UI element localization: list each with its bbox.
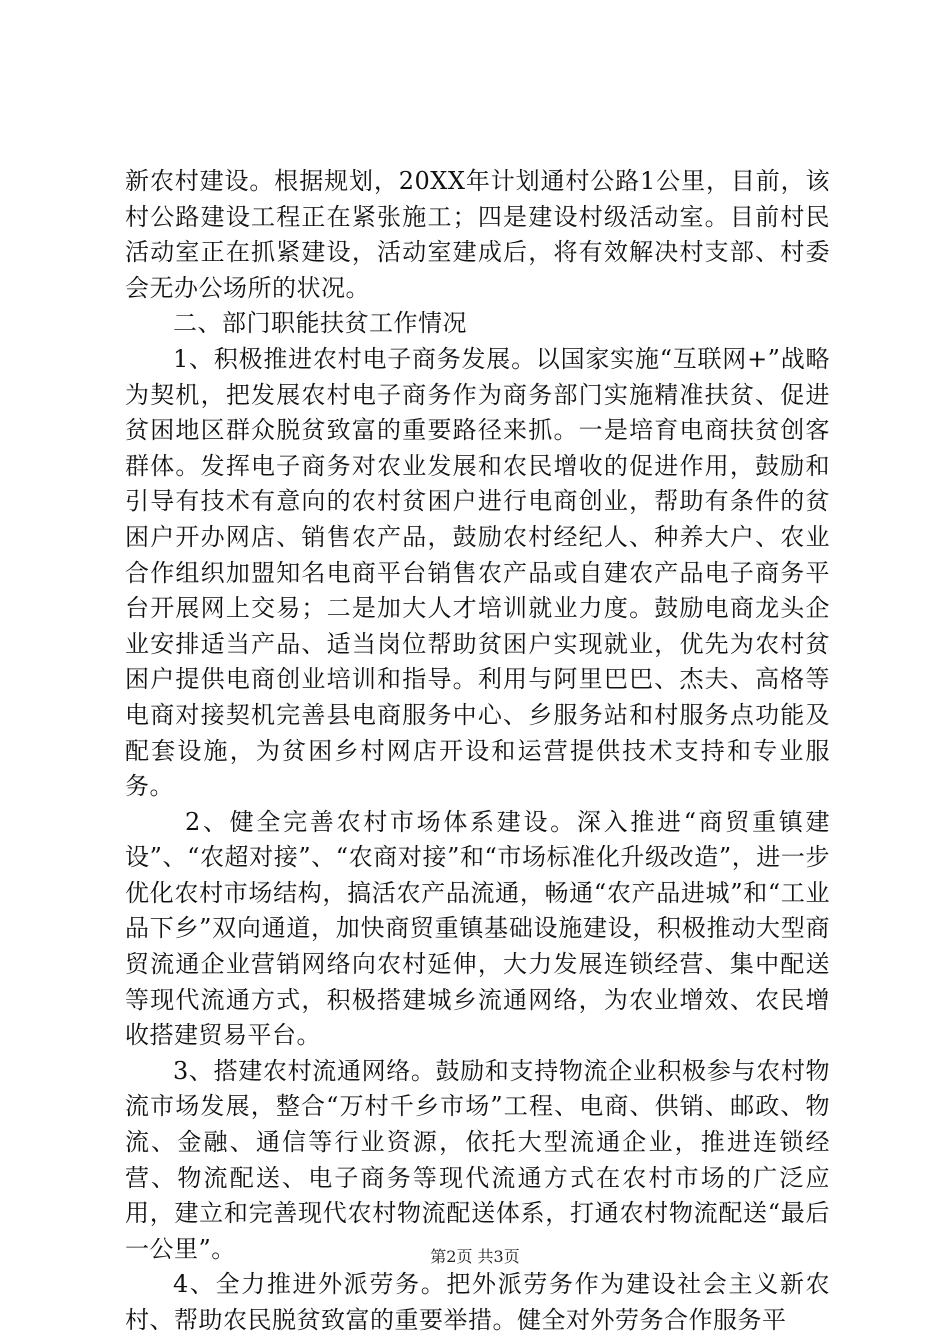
- page-number-footer: 第2页 共3页: [430, 1247, 520, 1266]
- paragraph-market-system: 2、健全完善农村市场体系建设。深入推进“商贸重镇建设”、“农超对接”、“农商对接”和“市场标准化升级改造”，进一步优化农村市场结构，搞活农产品流通，畅通“农产品进城”和“工业品下乡”双向通道，加快商贸重镇基础设施建设，积极推动大型商贸流通企业营销网络向农村延伸，大力发展连锁经营、集中配送等现代流通方式，积极搭建城乡流通网络，为农业增效、农民增收搭建贸易平台。: [125, 807, 830, 1050]
- document-body: [125, 164, 830, 1339]
- paragraph-continuation: 新农村建设。根据规划，20XX年计划通村公路1公里，目前，该村公路建设工程正在紧张施工；四是建设村级活动室。目前村民活动室正在抓紧建设，活动室建成后，将有效解决村支部、村委会无办公场所的状况。: [125, 167, 830, 302]
- paragraph-ecommerce: 1、积极推进农村电子商务发展。以国家实施“互联网+”战略为契机，把发展农村电子商务作为商务部门实施精准扶贫、促进贫困地区群众脱贫致富的重要路径来抓。一是培育电商扶贫创客群体。发挥电子商务对农业发展和农民增收的促进作用，鼓励和引导有技术有意向的农村贫困户进行电商创业，帮助有条件的贫困户开办网店、销售农产品，鼓励农村经纪人、种养大户、农业合作组织加盟知名电商平台销售农产品或自建农产品电子商务平台开展网上交易；二是加大人才培训就业力度。鼓励电商龙头企业安排适当产品、适当岗位帮助贫困户实现就业，优先为农村贫困户提供电商创业培训和指导。利用与阿里巴巴、杰夫、高格等电商对接契机完善县电商服务中心、乡服务站和村服务点功能及配套设施，为贫困乡村网店开设和运营提供技术支持和专业服务。: [125, 344, 830, 801]
- paragraph-labor-export: 4、全力推进外派劳务。把外派劳务作为建设社会主义新农村、帮助农民脱贫致富的重要举措。健全对外劳务合作服务平: [125, 1270, 830, 1334]
- paragraph-logistics-network: 3、搭建农村流通网络。鼓励和支持物流企业积极参与农村物流市场发展，整合“万村千乡市场”工程、电商、供销、邮政、物流、金融、通信等行业资源，依托大型流通企业，推进连锁经营、物流配送、电子商务等现代流通方式在农村市场的广泛应用，建立和完善现代农村物流配送体系，打通农村物流配送“最后一公里”。: [125, 1056, 830, 1263]
- section-heading: 二、部门职能扶贫工作情况: [173, 309, 467, 338]
